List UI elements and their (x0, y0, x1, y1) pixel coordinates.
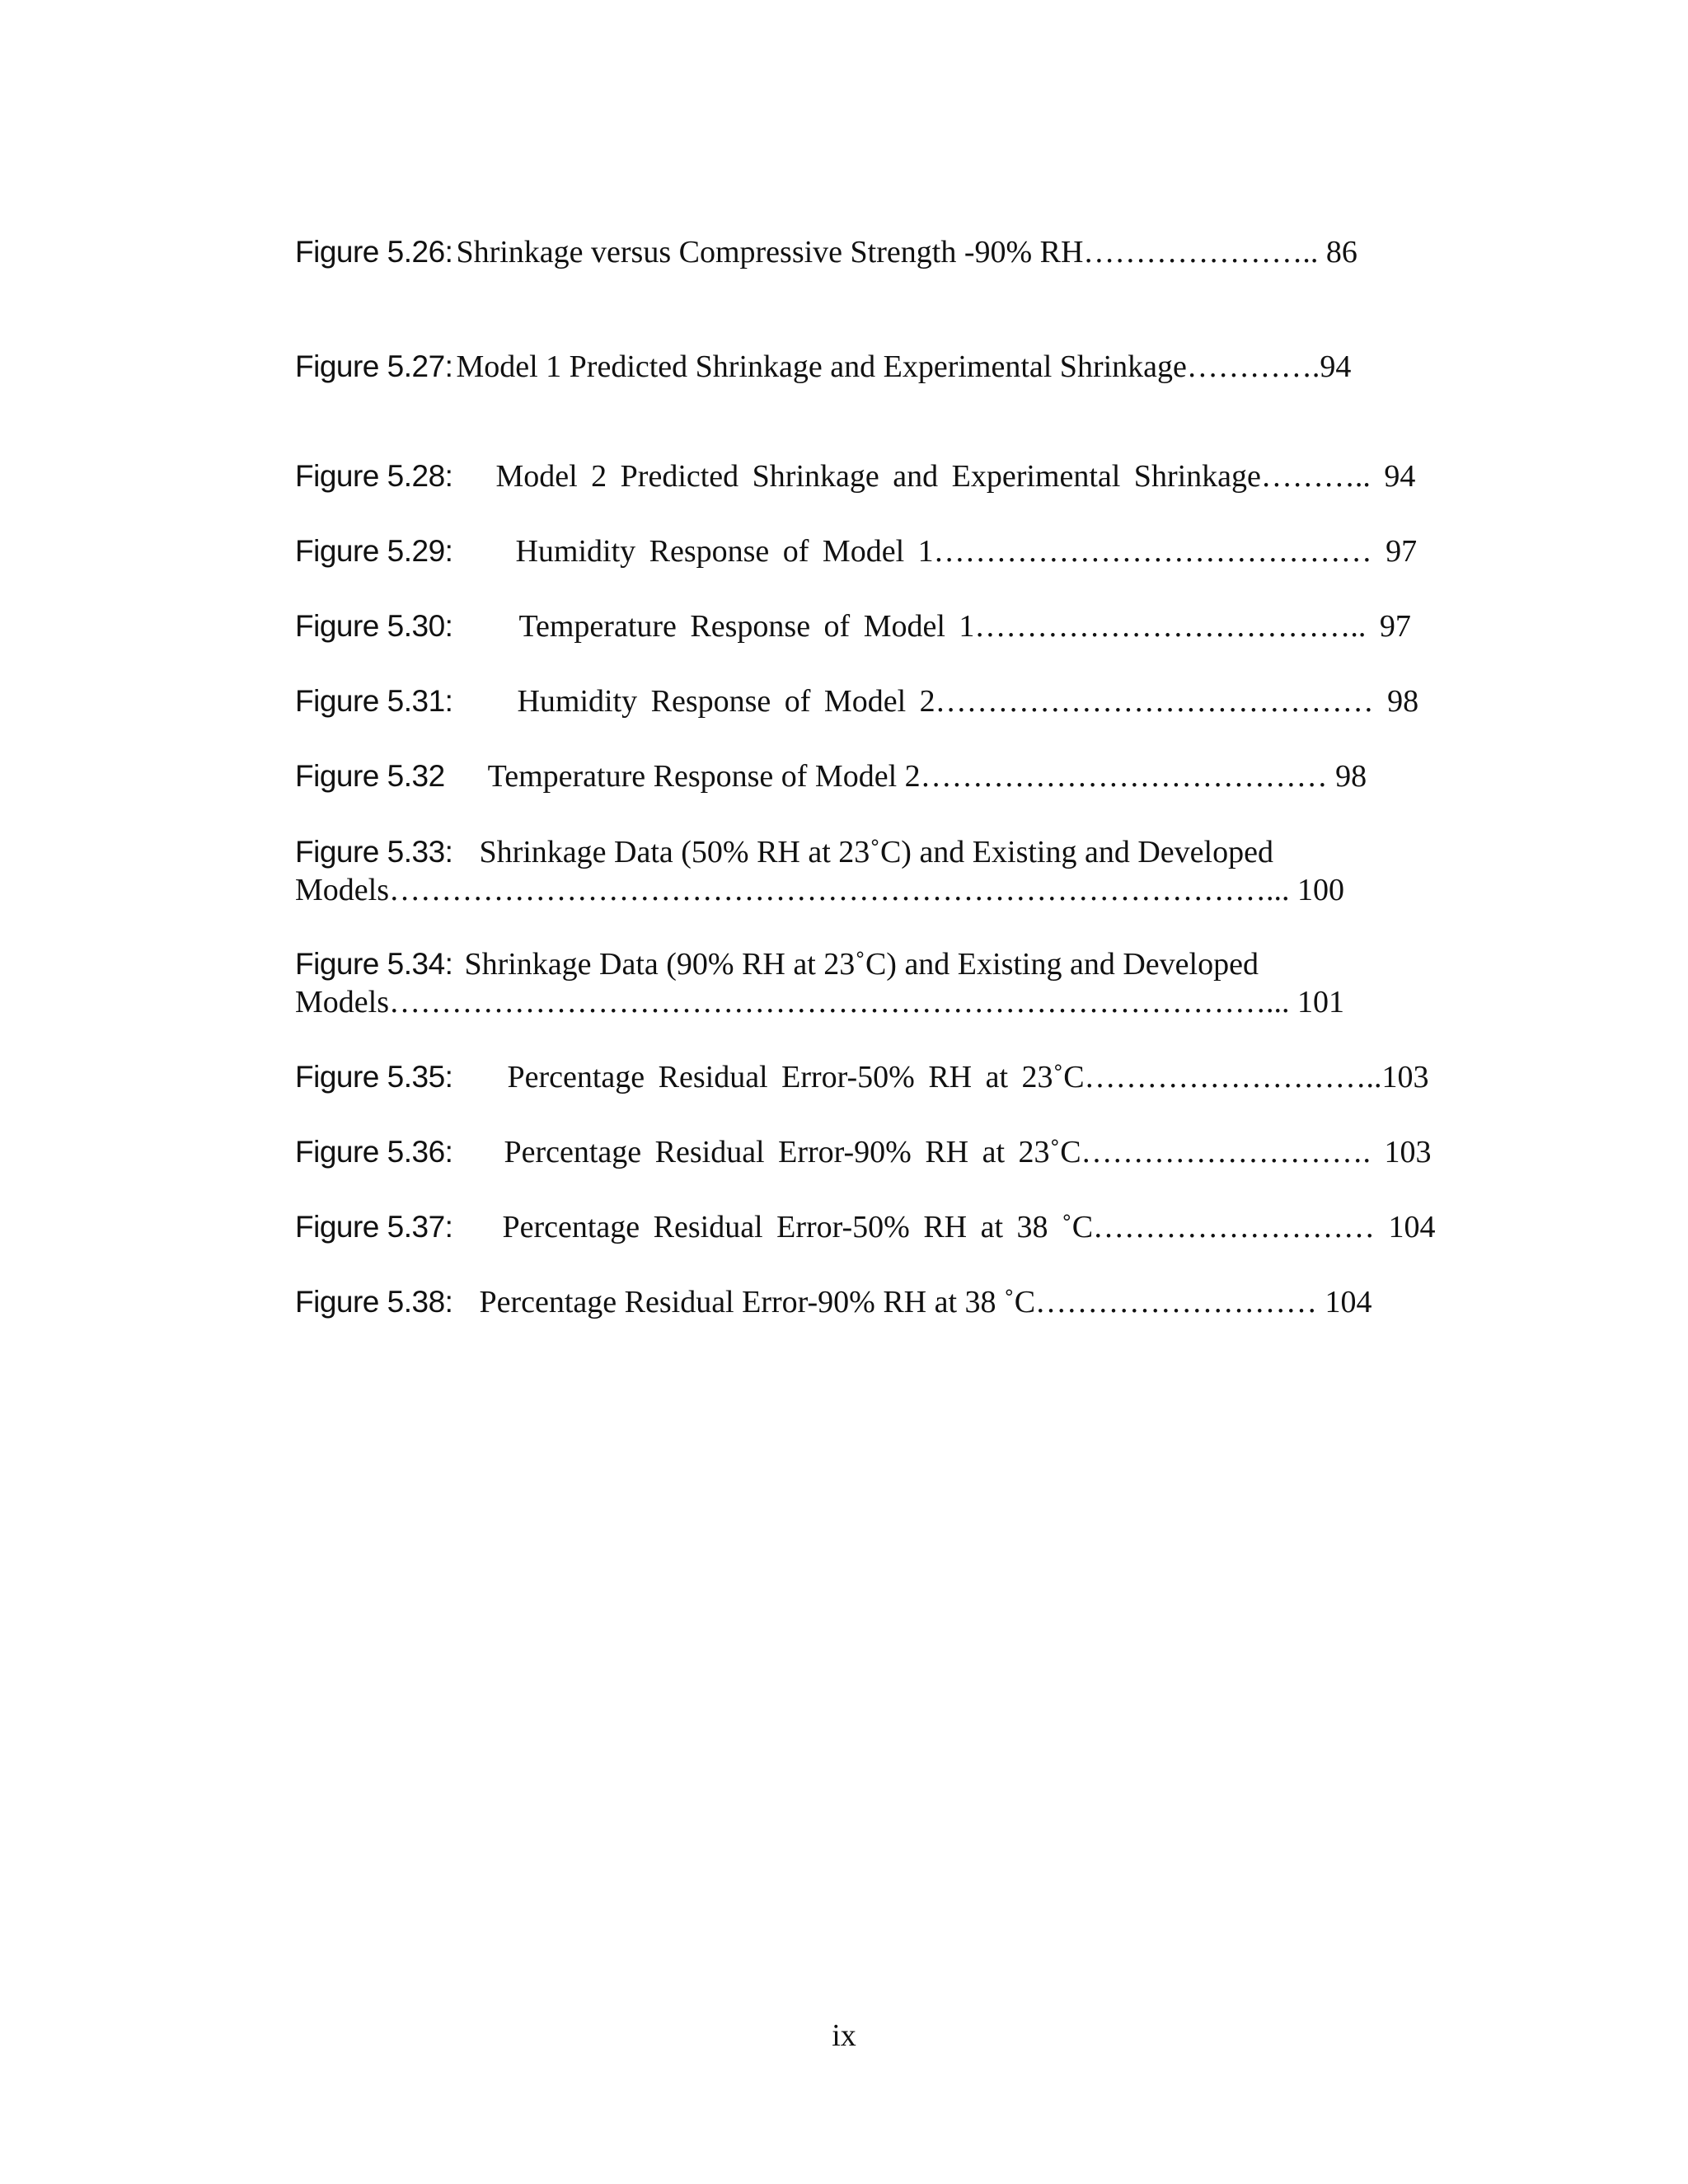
figure-entry-5-31 (295, 683, 1418, 719)
figure-label: Figure 5.26: (295, 235, 453, 269)
figure-label: Figure 5.27: (295, 349, 453, 383)
figure-title: Temperature Response of Model 2………………………………… 98 (487, 759, 1367, 794)
figure-title-continuation: Models…………………………………………………………………………... 100 (295, 873, 1344, 907)
figure-label: Figure 5.32 (295, 759, 445, 793)
figure-title: Shrinkage versus Compressive Strength -90% RH………………….. 86 (456, 235, 1357, 269)
figure-label: Figure 5.36: (295, 1135, 453, 1169)
figure-title: Humidity Response of Model 1…………………………………… 97 (515, 534, 1418, 569)
figure-title: Model 2 Predicted Shrinkage and Experimental Shrinkage……….. 94 (495, 459, 1416, 494)
figure-entry-5-33 (295, 834, 1273, 870)
figure-label: Figure 5.34: (295, 947, 453, 981)
figure-label: Figure 5.37: (295, 1210, 453, 1244)
figure-title: Temperature Response of Model 1……………………………….. 97 (518, 609, 1411, 644)
figure-entry-5-29 (295, 533, 1417, 569)
figure-title: Humidity Response of Model 2…………………………………… 98 (517, 684, 1419, 719)
figure-label: Figure 5.31: (295, 684, 453, 718)
figure-entry-5-28 (295, 458, 1415, 494)
figure-label: Figure 5.28: (295, 459, 453, 493)
figure-title-continuation: Models…………………………………………………………………………... 101 (295, 985, 1344, 1019)
figure-entry-5-34 (295, 946, 1259, 982)
figure-title: Percentage Residual Error-50% RH at 38 ˚C……………………… 104 (502, 1210, 1436, 1244)
figure-entry-5-35 (295, 1059, 1429, 1095)
figure-label: Figure 5.33: (295, 835, 453, 869)
figure-entry-5-36 (295, 1134, 1432, 1170)
figure-title: Percentage Residual Error-90% RH at 23˚C………………………. 103 (504, 1135, 1432, 1169)
figure-title: Model 1 Predicted Shrinkage and Experimental Shrinkage………….94 (456, 349, 1352, 384)
figure-label: Figure 5.38: (295, 1285, 453, 1319)
figure-title: Shrinkage Data (50% RH at 23˚C) and Existing and Developed (479, 835, 1273, 869)
figure-label: Figure 5.30: (295, 609, 453, 643)
page-number: ix (832, 2018, 856, 2053)
figure-entry-5-27 (295, 349, 1351, 385)
figure-label: Figure 5.29: (295, 534, 453, 568)
figure-entry-5-32 (295, 758, 1367, 794)
figure-title: Percentage Residual Error-50% RH at 23˚C………………………..103 (507, 1060, 1429, 1094)
figure-entry-5-37 (295, 1209, 1436, 1245)
figure-title: Shrinkage Data (90% RH at 23˚C) and Existing and Developed (464, 947, 1259, 982)
figure-entry-5-30 (295, 608, 1411, 644)
figure-label: Figure 5.35: (295, 1060, 453, 1094)
figure-title: Percentage Residual Error-90% RH at 38 ˚C……………………… 104 (479, 1285, 1372, 1319)
figure-entry-5-38 (295, 1284, 1372, 1320)
figure-entry-5-26 (295, 234, 1357, 270)
